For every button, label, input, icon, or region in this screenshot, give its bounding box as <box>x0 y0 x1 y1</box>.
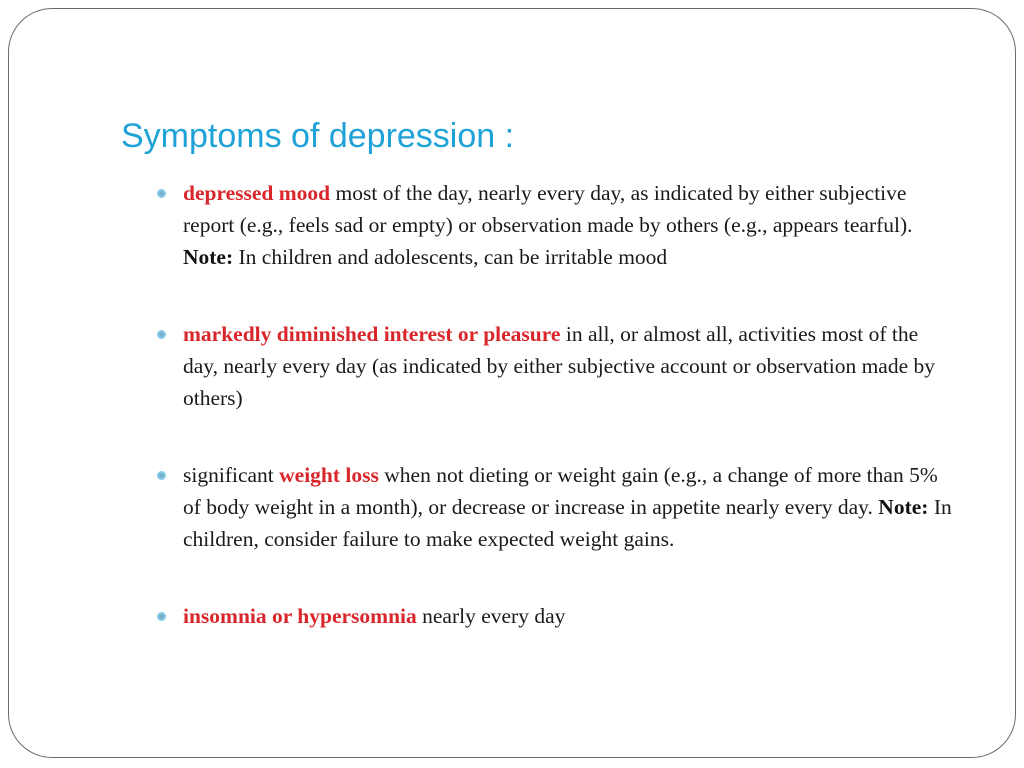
bullet-icon <box>157 471 166 480</box>
symptom-text: nearly every day <box>416 604 566 628</box>
slide-title: Symptoms of depression : <box>121 117 515 155</box>
symptom-highlight: weight loss <box>279 463 379 487</box>
bullet-icon <box>157 330 166 339</box>
symptom-text: in all, or almost all, activities most of the day, nearly every day (as indicated by either subjective account or observation made by others) <box>183 322 936 410</box>
list-item <box>155 318 955 414</box>
list-item <box>155 177 955 273</box>
list-item <box>155 600 955 632</box>
list-item <box>155 459 955 555</box>
symptom-highlight: depressed mood <box>183 181 331 205</box>
symptom-list <box>155 177 955 632</box>
symptom-text: most of the day, nearly every day, as indicated by either subjective report (e.g., feels sad or empty) or observation made by others (e.g., appears tearful). <box>183 181 913 237</box>
bullet-icon <box>157 189 166 198</box>
symptom-text: when not dieting or weight gain (e.g., a change of more than 5% of body weight in a month), or decrease or increase in appetite nearly every day. <box>183 463 938 519</box>
note-label: Note: <box>183 245 234 269</box>
slide-frame <box>8 8 1016 758</box>
symptom-highlight: insomnia or hypersomnia <box>183 604 417 628</box>
symptom-highlight: markedly diminished interest or pleasure <box>183 322 561 346</box>
symptom-prefix: significant <box>183 463 280 487</box>
note-text: In children and adolescents, can be irritable mood <box>233 245 668 269</box>
bullet-icon <box>157 612 166 621</box>
note-text: In children, consider failure to make expected weight gains. <box>183 495 952 551</box>
note-label: Note: <box>878 495 929 519</box>
